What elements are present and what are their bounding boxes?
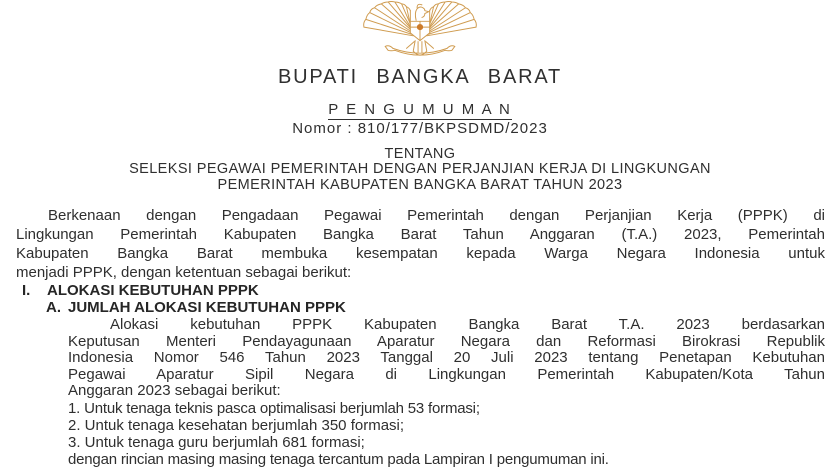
allocation-list bbox=[68, 400, 840, 451]
closing-note: dengan rincian masing masing tenaga tercantum pada Lampiran I pengumuman ini. bbox=[68, 450, 609, 468]
paragraph-line: Alokasi kebutuhan PPPK Kabupaten Bangka Barat T.A. 2023 berdasarkan bbox=[110, 316, 825, 333]
doc-type-heading bbox=[0, 101, 840, 118]
paragraph-line: Berkenaan dengan Pengadaan Pegawai Pemerintah dengan Perjanjian Kerja (PPPK) di bbox=[48, 207, 825, 224]
subject-title-line2: PEMERINTAH KABUPATEN BANGKA BARAT TAHUN 2023 bbox=[217, 176, 623, 193]
garuda-emblem-icon bbox=[362, 1, 478, 59]
paragraph-line: Kabupaten Bangka Barat membuka kesempatan kepada Warga Negara Indonesia untuk bbox=[16, 245, 825, 262]
about-label: TENTANG bbox=[384, 146, 456, 162]
paragraph-line: Indonesia Nomor 546 Tahun 2023 Tanggal 20 Juli 2023 tentang Penetapan Kebutuhan bbox=[68, 349, 825, 366]
subject-title-line1: SELEKSI PEGAWAI PEMERINTAH DENGAN PERJANJIAN KERJA DI LINGKUNGAN bbox=[129, 161, 711, 177]
garuda-pancasila-emblem bbox=[0, 0, 840, 59]
list-item: 2. Untuk tenaga kesehatan berjumlah 350 formasi; bbox=[68, 416, 405, 434]
section-heading-1 bbox=[0, 283, 840, 299]
subsection-title: JUMLAH ALOKASI KEBUTUHAN PPPK bbox=[68, 299, 346, 316]
paragraph-line: menjadi PPPK, dengan ketentuan sebagai berikut: bbox=[16, 264, 352, 281]
subsection-number: A. bbox=[46, 299, 61, 316]
list-item: 3. Untuk tenaga guru berjumlah 681 formasi; bbox=[68, 433, 365, 451]
subsection-heading-a bbox=[0, 300, 840, 316]
allocation-paragraph bbox=[68, 317, 825, 400]
paragraph-line: Keputusan Menteri Pendayagunaan Aparatur Negara dan Reformasi Birokrasi Republik bbox=[68, 332, 825, 350]
doc-type-text: P E N G U M U M A N bbox=[328, 101, 512, 118]
opening-paragraph bbox=[16, 206, 825, 282]
authority-title: BUPATI BANGKA BARAT bbox=[277, 66, 563, 88]
section-title: ALOKASI KEBUTUHAN PPPK bbox=[47, 282, 259, 299]
paragraph-line: Anggaran 2023 sebagai berikut: bbox=[68, 382, 281, 399]
doc-number: Nomor : 810/177/BKPSDMD/2023 bbox=[292, 120, 548, 137]
list-item: 1. Untuk tenaga teknis pasca optimalisasi berjumlah 53 formasi; bbox=[68, 399, 480, 417]
paragraph-line: Pegawai Aparatur Sipil Negara di Lingkungan Pemerintah Kabupaten/Kota Tahun bbox=[68, 365, 825, 383]
paragraph-line: Lingkungan Pemerintah Kabupaten Bangka Barat Tahun Anggaran (T.A.) 2023, Pemerintah bbox=[16, 226, 825, 243]
section-number: I. bbox=[22, 282, 31, 299]
